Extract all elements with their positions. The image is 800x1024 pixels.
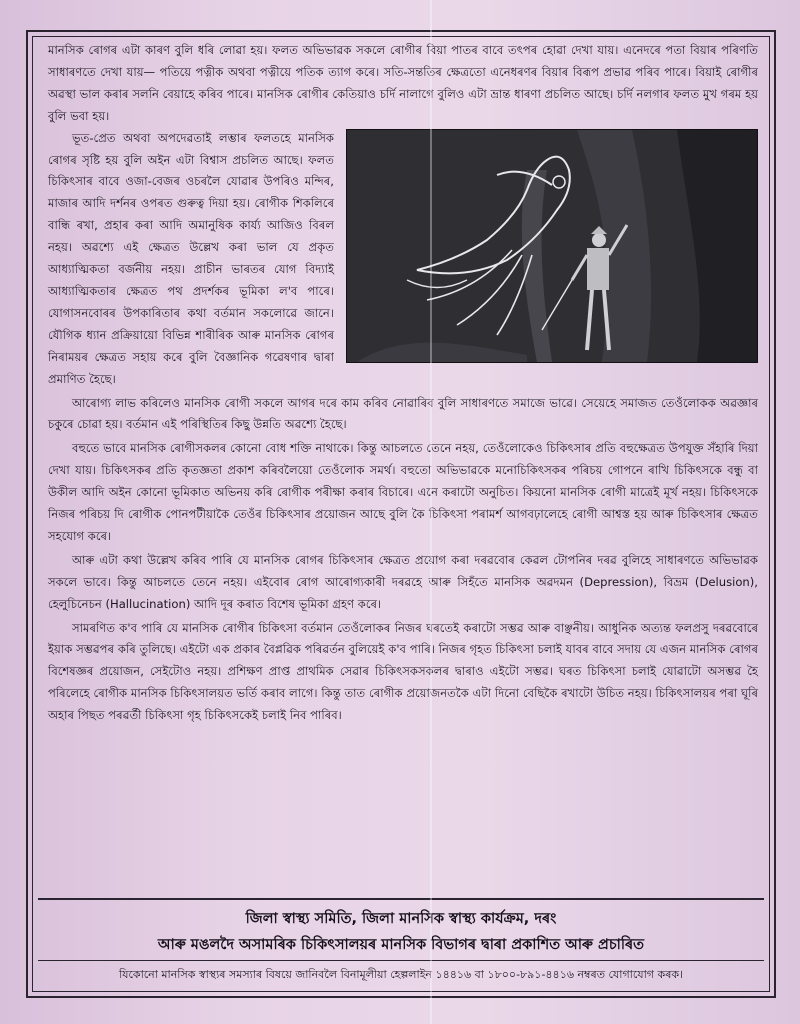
paragraph-3: আৰোগ্য লাভ কৰিলেও মানসিক ৰোগী সকলে আগৰ দৰে কাম কৰিব নোৱাৰিব বুলি সাধাৰণতে সমাজে ভাৱে। সেয়েহে সমাজত তেওঁলোকক অৱজ্ঞাৰ চকুৰে চোৱা হয়। বৰ্তমান এই পৰিস্থিতিৰ কিছু উন্নতি অৱশ্যে হৈছে। xyxy=(48,395,758,432)
publisher-footer xyxy=(38,898,764,960)
paragraph-5: আৰু এটা কথা উল্লেখ কৰিব পাৰি যে মানসিক ৰোগৰ চিকিৎসাৰ ক্ষেত্ৰত প্ৰয়োগ কৰা দৰৱবোৰ কেৱল টোপনিৰ দৰৱ বুলিহে সাধাৰণতে অভিভাৱক সকলে ভাবে। কিন্তু আচলতে তেনে নহয়। এইবোৰ ৰোগ আৰোগ্যকাৰী দৰৱহে আৰু সিহঁতে মানসিক অৱদমন (Depression), বিভ্ৰম (Delusion), হেলুচিনেচন (Hallucination) আদি দূৰ কৰাত বিশেষ ভূমিকা গ্ৰহণ কৰে। xyxy=(48,552,758,611)
publisher-line-1: জিলা স্বাস্থ্য সমিতি, জিলা মানসিক স্বাস্থ্য কাৰ্যক্ৰম, দৰং xyxy=(245,911,557,927)
paper-fold-line xyxy=(430,0,432,1024)
paragraph-2: ভূত-প্ৰেত অথবা অপদেৱতাই লম্ভাৰ ফলতহে মানসিক ৰোগৰ সৃষ্টি হয় বুলি অইন এটা বিশ্বাস প্ৰচলিত আছে। ফলত চিকিৎসাৰ বাবে ওজা-বেজৰ ওচৰলৈ যোৱাৰ উপৰিও মন্দিৰ, মাজাৰ আদি দৰ্শনৰ ওপৰত গুৰুত্ব দিয়া হয়। ৰোগীক শিকলিৰে বান্ধি ৰখা, প্ৰহাৰ কৰা আদি অমানুষিক কাৰ্য্য আজিও বিৰল নহয়। অৱশ্যে এই ক্ষেত্ৰত উল্লেখ কৰা ভাল যে প্ৰকৃত আধ্যাত্মিকতা বৰ্জনীয় নহয়। প্ৰাচীন ভাৰতৰ যোগ বিদ্যাই আধ্যাত্মিকতাৰ ক্ষেত্ৰত পথ প্ৰদৰ্শকৰ ভূমিকা ল'ব পাৰে। যোগাসনবোৰৰ উপকাৰিতাৰ কথা বৰ্তমান সকলোৱে জানে। যৌগিক ধ্যান প্ৰক্ৰিয়ায়ো বিভিন্ন শাৰীৰিক আৰু মানসিক ৰোগৰ নিৰাময়ৰ ক্ষেত্ৰত সহায় কৰে বুলি বৈজ্ঞানিক গৱেষণাৰ দ্বাৰা প্ৰমাণিত হৈছে। xyxy=(48,130,334,386)
paragraph-4: বহুতে ভাবে মানসিক ৰোগীসকলৰ কোনো বোধ শক্তি নাথাকে। কিন্তু আচলতে তেনে নহয়, তেওঁলোকেও চিকিৎসাৰ প্ৰতি বহুক্ষেত্ৰত উপযুক্ত সঁহাৰি দিয়া দেখা যায়। চিকিৎসকৰ প্ৰতি কৃতজ্ঞতা প্ৰকাশ কৰিবলৈয়ো তেওঁলোক সমৰ্থ। বহুতো অভিভাৱকে মনোচিকিৎসকৰ পৰিচয় গোপনে ৰাখি চিকিৎসকে বন্ধু বা উকীল আদি অইন কোনো ভূমিকাত অভিনয় কৰি ৰোগীক পৰীক্ষা কৰাৰ বিচাৰে। এনে কৰাটো অনুচিত। কিয়নো মানসিক ৰোগী মাত্ৰেই মূৰ্খ নহয়। চিকিৎসকে নিজৰ পৰিচয় দি ৰোগীক পোনপটীয়াকৈ তেওঁৰ চিকিৎসাৰ প্ৰয়োজন আছে বুলি কৈ চিকিৎসা পৰামৰ্শ আগবঢ়ালেহে ৰোগী আশ্বস্ত হয় আৰু চিকিৎসাৰ ক্ষেত্ৰত সহযোগ কৰে। xyxy=(48,441,758,543)
ghost-forest-image xyxy=(347,130,757,362)
paragraph-6: সামৰণিত ক'ব পাৰি যে মানসিক ৰোগীৰ চিকিৎসা বৰ্তমান তেওঁলোকৰ নিজৰ ঘৰতেই কৰাটো সম্ভৱ আৰু বাঞ্ছনীয়। আধুনিক অত্যন্ত ফলপ্ৰসু দৰৱবোৰে ইয়াক সম্ভৱপৰ কৰি তুলিছে। এইটো এক প্ৰকাৰ বৈপ্লৱিক পৰিৱৰ্তন বুলিয়েই ক'ব পাৰি। নিজৰ গৃহত চিকিৎসা চলাই যাবৰ বাবে সদায় যে এজন মানসিক ৰোগৰ বিশেষজ্ঞৰ প্ৰয়োজন, সেইটোও নহয়। প্ৰশিক্ষণ প্ৰাপ্ত প্ৰাথমিক সেৱাৰ চিকিৎসকসকলৰ দ্বাৰাও এইটো সম্ভৱ। ঘৰত চিকিৎসা চলাই যোৱাটো অসম্ভৱ হৈ পৰিলেহে ৰোগীক মানসিক চিকিৎসালয়ত ভৰ্তি কৰাব লাগে। কিন্তু তাত ৰোগীক প্ৰয়োজনতকৈ এটা দিনো বেছিকৈ ৰখাটো উচিত নহয়। চিকিৎসালয়ৰ পৰা ঘূৰি অহাৰ পিছত পৰৱৰ্তী চিকিৎসা গৃহ চিকিৎসকেই চলাই নিব পাৰিব। xyxy=(48,620,758,723)
paragraph-1: মানসিক ৰোগৰ এটা কাৰণ বুলি ধৰি লোৱা হয়। ফলত অভিভাৱক সকলে ৰোগীৰ বিয়া পাতৰ বাবে তৎপৰ হোৱা দেখা যায়। এনেদৰে পতা বিয়াৰ পৰিণতি সাধাৰণতে দেখা যায়— পতিয়ে পত্নীক অথবা পত্নীয়ে পতিক ত্যাগ কৰে। সতি-সন্ততিৰ ক্ষেত্ৰতো এনেধৰণৰ বিয়াৰ বিৰূপ প্ৰভাৱ পৰিব পাৰে। বিয়াই ৰোগীৰ অৱস্থা ভাল কৰাৰ সলনি বেয়াহে কৰিব পাৰে। মানসিক ৰোগীৰ কেতিয়াও চৰ্দি নালাগে বুলিও এটা ভ্ৰান্ত ধাৰণা প্ৰচলিত আছে। চৰ্দি নলগাৰ ফলত মুখ গৰম হয় বুলি ভবা হয়। xyxy=(48,43,758,123)
helpline-notice: যিকোনো মানসিক স্বাস্থ্যৰ সমস্যাৰ বিষয়ে জানিবলৈ বিনামূলীয়া হেল্পলাইন ১৪৪১৬ বা ১৮০০-৮৯১-৪৪১৬ নম্বৰত যোগাযোগ কৰক। xyxy=(38,960,764,988)
article-body xyxy=(48,40,758,727)
ghost-illustration xyxy=(346,129,758,363)
publisher-line-2: আৰু মঙলদৈ অসামৰিক চিকিৎসালয়ৰ মানসিক বিভাগৰ দ্বাৰা প্ৰকাশিত আৰু প্ৰচাৰিত xyxy=(157,937,645,953)
